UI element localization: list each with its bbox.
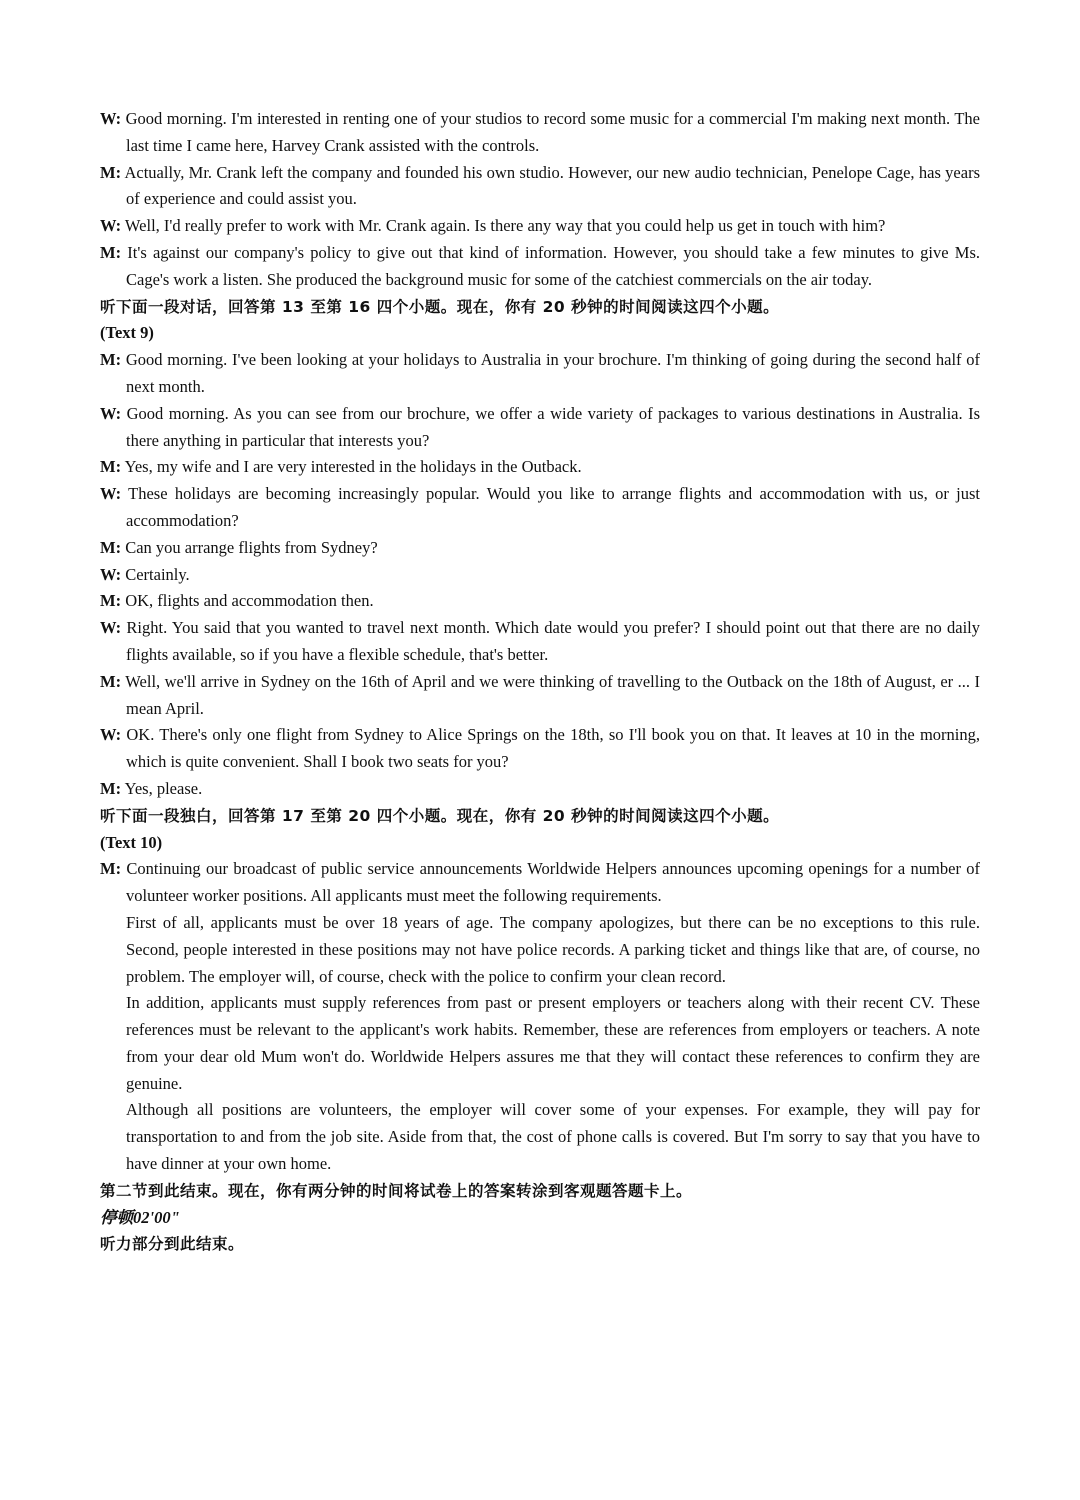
dialogue-line <box>100 615 980 669</box>
dialogue-line <box>100 669 980 723</box>
monologue-paragraph: In addition, applicants must supply references from past or present employers or teachers along with their recent CV. These references must be relevant to the applicant's work habits. Remember, these are references from employers or teachers. A note from your dear old Mum won't do. Worldwide Helpers assures me that they will contact these references to confirm they are genuine. <box>126 993 980 1093</box>
dialogue-line <box>100 535 980 562</box>
utterance: Good morning. I've been looking at your holidays to Australia in your brochure. I'm thinking of going during the second half of next month. <box>125 350 981 396</box>
speaker-label: W: <box>100 109 122 128</box>
end-note: 听力部分到此结束。 <box>100 1235 245 1254</box>
utterance: Certainly. <box>125 564 190 584</box>
speaker-label: W: <box>100 484 122 504</box>
monologue-paragraph: Although all positions are volunteers, the employer will cover some of your expenses. For example, they will pay for transportation to and from the job site. Aside from that, the cost of phone calls is covered. But I'm sorry to say that you have to have dinner at your own home. <box>126 1100 980 1174</box>
speaker-label: M: <box>100 350 122 370</box>
dialogue-line <box>100 106 980 160</box>
utterance: Well, we'll arrive in Sydney on the 16th of April and we were thinking of travelling to the Outback on the 18th of August, er ... I mean April. <box>125 671 980 718</box>
speaker-label: M: <box>100 591 122 611</box>
monologue-paragraph: First of all, applicants must be over 18 years of age. The company apologizes, but there can be no exceptions to this rule. Second, people interested in these positions may not have police records. A parking ticket and things like that are, of course, no problem. The employer will, of course, check with the police to confirm your clean record. <box>126 912 980 986</box>
dialogue-line <box>100 776 980 803</box>
text-label: (Text 9) <box>100 323 154 343</box>
dialogue-line <box>100 481 980 535</box>
utterance: Right. You said that you wanted to travel next month. Which date would you prefer? I should point out that there are no daily flights available, so if you have a flexible schedule, that's better. <box>126 618 980 664</box>
text-label: (Text 10) <box>100 832 163 852</box>
utterance: OK. There's only one flight from Sydney to Alice Springs on the 18th, so I'll book you on that. It leaves at 10 in the morning, which is quite convenient. Shall I book two seats for you? <box>126 725 981 772</box>
utterance: It's against our company's policy to give out that kind of information. However, you should take a few minutes to give Ms. Cage's work a listen. She produced the background music for some of the catchiest commercials on the air today. <box>126 242 981 289</box>
utterance: Actually, Mr. Crank left the company and founded his own studio. However, our new audio technician, Penelope Cage, has years of experience and could assist you. <box>124 162 980 209</box>
text10-monologue <box>100 856 980 1178</box>
speaker-label: M: <box>100 537 122 557</box>
dialogue-line <box>100 213 980 240</box>
utterance: Good morning. I'm interested in renting one of your studios to record some music for a commercial I'm making next month. The last time I came here, Harvey Crank assisted with the controls. <box>125 109 981 155</box>
speaker-label: M: <box>100 457 122 477</box>
utterance: Well, I'd really prefer to work with Mr. Crank again. Is there any way that you could help us get in touch with him? <box>124 216 886 236</box>
text9-dialogue <box>100 347 980 803</box>
speaker-label: W: <box>100 725 122 745</box>
utterance: OK, flights and accommodation then. <box>125 591 374 611</box>
utterance: Continuing our broadcast of public service announcements Worldwide Helpers announces upcoming openings for a number of volunteer worker positions. All applicants must meet the following requirements. <box>126 859 981 906</box>
utterance: Yes, my wife and I are very interested in the holidays in the Outback. <box>124 457 582 477</box>
speaker-label: M: <box>100 162 122 182</box>
speaker-label: M: <box>100 671 122 691</box>
dialogue-line <box>100 588 980 615</box>
section-instruction: 听下面一段对话，回答第 13 至第 16 四个小题。现在，你有 20 秒钟的时间阅读这四个小题。 <box>100 297 780 316</box>
utterance: Yes, please. <box>124 778 203 798</box>
utterance: Can you arrange flights from Sydney? <box>125 537 378 557</box>
speaker-label: M: <box>100 778 122 798</box>
dialogue-line <box>100 347 980 401</box>
utterance: Good morning. As you can see from our brochure, we offer a wide variety of packages to various destinations in Australia. Is there anything in particular that interests you? <box>126 403 980 450</box>
dialogue-line <box>100 160 980 214</box>
speaker-label: W: <box>100 216 122 236</box>
dialogue-line <box>100 401 980 455</box>
closing-instruction: 第二节到此结束。现在，你有两分钟的时间将试卷上的答案转涂到客观题答题卡上。 <box>100 1181 693 1200</box>
speaker-label: M: <box>100 242 122 262</box>
speaker-label: W: <box>100 564 122 584</box>
dialogue-line <box>100 722 980 776</box>
text8-dialogue <box>100 106 980 294</box>
pause-marker: 停顿02'00" <box>100 1207 180 1227</box>
transcript-page <box>100 106 980 1258</box>
section-instruction: 听下面一段独白，回答第 17 至第 20 四个小题。现在，你有 20 秒钟的时间阅读这四个小题。 <box>100 806 780 825</box>
utterance: These holidays are becoming increasingly popular. Would you like to arrange flights and accommodation with us, or just accommodation? <box>126 484 981 530</box>
speaker-label: M: <box>100 859 122 879</box>
dialogue-line <box>100 240 980 294</box>
speaker-label: W: <box>100 403 122 423</box>
dialogue-line <box>100 562 980 589</box>
dialogue-line <box>100 454 980 481</box>
speaker-label: W: <box>100 618 122 638</box>
monologue-opening <box>100 856 980 910</box>
